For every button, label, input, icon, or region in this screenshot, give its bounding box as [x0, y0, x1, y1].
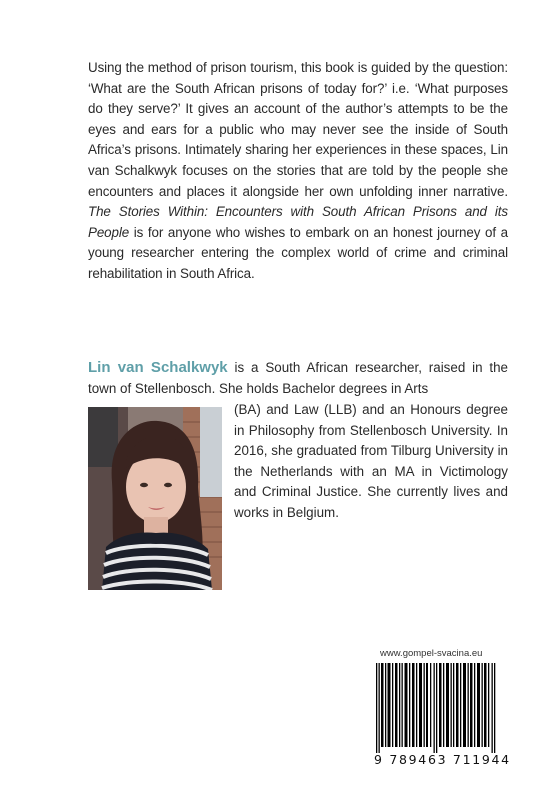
- publisher-website[interactable]: www.gompel-svacina.eu: [380, 648, 483, 659]
- blurb-text-part1: Using the method of prison tourism, this book is guided by the question: ‘What are the South African prisons of today for?’ i.e. ‘What purposes do they serve?’ It gives an account of the author’s attempts to be the eyes and ears for a public who may never see the inside of South Africa’s prisons. Intimately sharing her experiences in these spaces, Lin van Schalkwyk focuses on the stories that are told by the people she encounters and places it alongside her own unfolding inner narrative.: [88, 60, 508, 199]
- isbn-number: 9 789463 711944: [374, 752, 511, 767]
- back-cover-blurb: [88, 58, 508, 285]
- barcode: [374, 663, 498, 753]
- author-bio-intro: [88, 358, 508, 399]
- blurb-text-part2: is for anyone who wishes to embark on an honest journey of a young researcher entering the complex world of crime and criminal rehabilitation in South Africa.: [88, 224, 508, 281]
- book-title: The Stories Within: Encounters with South African Prisons and its People: [88, 204, 508, 240]
- author-bio-rest: (BA) and Law (LLB) and an Honours degree in Philosophy from Stellenbosch University. In 2016, she graduated from Tilburg University in the Netherlands with an MA in Victimology and Criminal Justice. She currently lives and works in Belgium.: [234, 402, 508, 520]
- author-name: Lin van Schalkwyk: [88, 359, 228, 376]
- author-bio-line1: is a South African researcher, raised in the town of Stellenbosch. She holds Bachelor degrees in Arts: [88, 360, 508, 396]
- author-photo: [88, 407, 222, 590]
